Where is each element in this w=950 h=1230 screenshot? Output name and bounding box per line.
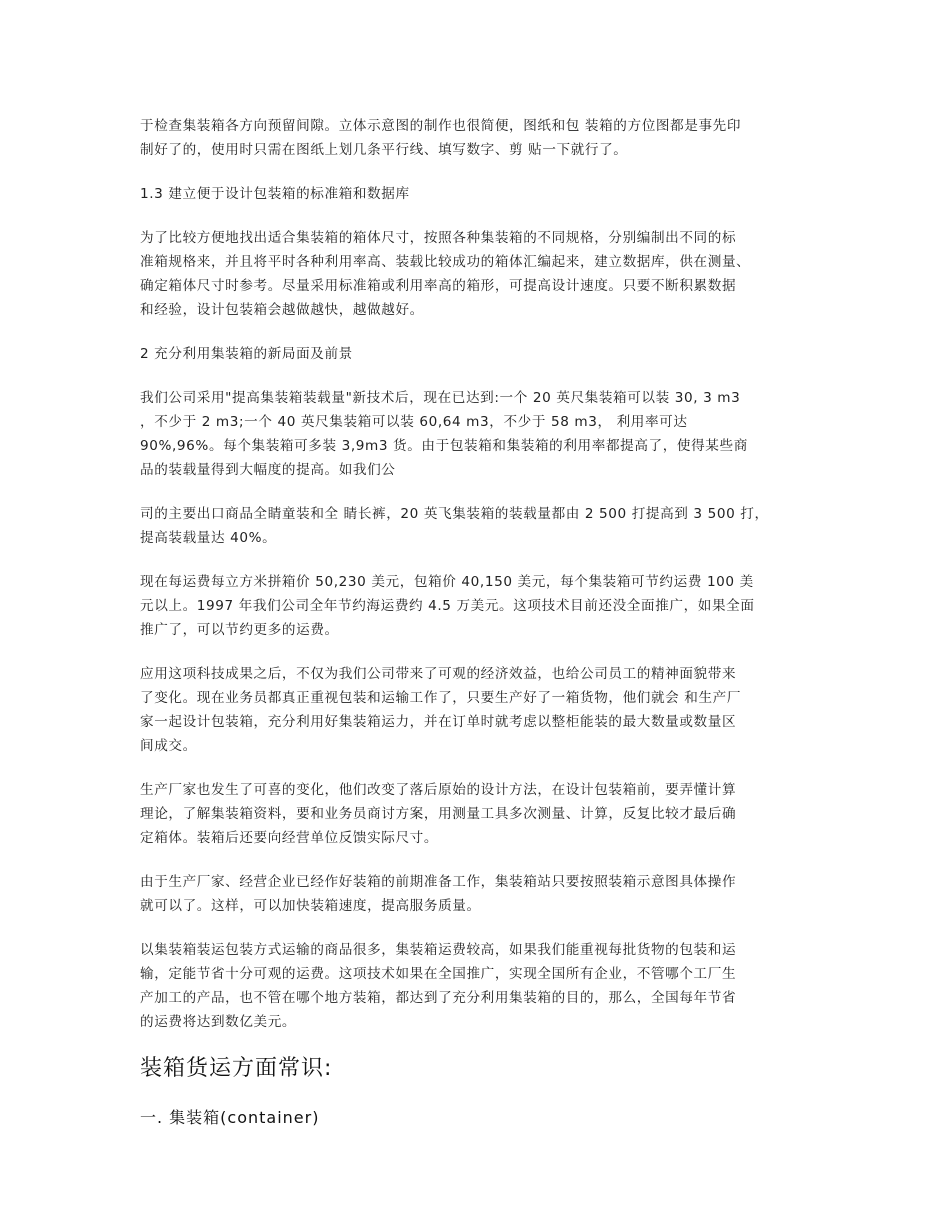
text-line: 以集装箱装运包装方式运输的商品很多，集装箱运费较高，如果我们能重视每批货物的包装和运 (140, 942, 737, 958)
text-line: 为了比较方便地找出适合集装箱的箱体尺寸，按照各种集装箱的不同规格，分别编制出不同的标 (140, 230, 737, 246)
text-line: 就可以了。这样，可以加快装箱速度，提高服务质量。 (140, 898, 481, 914)
text-line: 定箱体。装箱后还要向经营单位反馈实际尺寸。 (140, 830, 439, 846)
paragraph-company-benefits (140, 662, 820, 758)
section-heading-2: 2 充分利用集装箱的新局面及前景 (140, 346, 353, 362)
text-line: 由于生产厂家、经营企业已经作好装箱的前期准备工作，集装箱站只要按照装箱示意图具体操作 (140, 874, 737, 890)
paragraph-freight-savings (140, 570, 820, 642)
text-line: 产加工的产品，也不管在哪个地方装箱，都达到了充分利用集装箱的目的，那么，全国每年节省 (140, 990, 737, 1006)
paragraph-manufacturers (140, 778, 820, 850)
paragraph-intro (140, 114, 820, 162)
text-line: 理论，了解集装箱资料，要和业务员商讨方案，用测量工具多次测量、计算，反复比较才最后确 (140, 806, 737, 822)
document-page (140, 114, 820, 1130)
paragraph-standard-box (140, 226, 820, 322)
text-line: 确定箱体尺寸时参考。尽量采用标准箱或利用率高的箱形，可提高设计速度。只要不断积累数据 (140, 278, 737, 294)
text-line: 和经验，设计包装箱会越做越快，越做越好。 (140, 302, 424, 318)
section-heading-1-3: 1.3 建立便于设计包装箱的标准箱和数据库 (140, 186, 410, 202)
text-line: 间成交。 (140, 738, 197, 754)
text-line: ，不少于 2 m3;一个 40 英尺集装箱可以装 60,64 m3，不少于 58 m3， 利用率可达 (140, 414, 688, 430)
text-line: 输，定能节省十分可观的运费。这项技术如果在全国推广，实现全国所有企业，不管哪个工厂生 (140, 966, 737, 982)
text-line: 品的装载量得到大幅度的提高。如我们公 (140, 462, 396, 478)
text-line: 准箱规格来，并且将平时各种利用率高、装载比较成功的箱体汇编起来，建立数据库，供在测量、 (140, 254, 751, 270)
text-line: 于检查集装箱各方向预留间隙。立体示意图的制作也很简便，图纸和包 装箱的方位图都是事先印 (140, 118, 742, 134)
subheading-container: 一. 集装箱(container) (140, 1108, 320, 1127)
text-line: 生产厂家也发生了可喜的变化，他们改变了落后原始的设计方法，在设计包装箱前，要弄懂计算 (140, 782, 737, 798)
text-line: 的运费将达到数亿美元。 (140, 1014, 297, 1030)
text-line: 了变化。现在业务员都真正重视包装和运输工作了，只要生产好了一箱货物，他们就会 和生产厂 (140, 690, 742, 706)
text-line: 提高装载量达 40%。 (140, 530, 277, 546)
paragraph-main-products (140, 502, 820, 550)
text-line: 司的主要出口商品全睛童装和全 睛长裤，20 英飞集装箱的装载量都由 2 500 打提高到 3 500 打， (140, 506, 769, 522)
section-heading-common-knowledge: 装箱货运方面常识: (140, 1056, 333, 1081)
text-line: 90%,96%。每个集装箱可多装 3,9m3 货。由于包装箱和集装箱的利用率都提高了，使得某些商 (140, 438, 748, 454)
paragraph-capacity (140, 386, 820, 482)
text-line: 推广了，可以节约更多的运费。 (140, 622, 339, 638)
text-line: 应用这项科技成果之后，不仅为我们公司带来了可观的经济效益，也给公司员工的精神面貌带来 (140, 666, 737, 682)
text-line: 我们公司采用"提高集装箱装载量"新技术后，现在已达到:一个 20 英尺集装箱可以装 30, 3 m3 (140, 390, 741, 406)
paragraph-container-station (140, 870, 820, 918)
text-line: 现在每运费每立方米拼箱价 50,230 美元，包箱价 40,150 美元，每个集装箱可节约运费 100 美 (140, 574, 754, 590)
text-line: 制好了的，使用时只需在图纸上划几条平行线、填写数字、剪 贴一下就行了。 (140, 142, 628, 158)
text-line: 家一起设计包装箱，充分利用好集装箱运力，并在订单时就考虑以整柜能装的最大数量或数量区 (140, 714, 737, 730)
paragraph-national-outlook (140, 938, 820, 1034)
text-line: 元以上。1997 年我们公司全年节约海运费约 4.5 万美元。这项技术目前还没全面推广，如果全面 (140, 598, 755, 614)
